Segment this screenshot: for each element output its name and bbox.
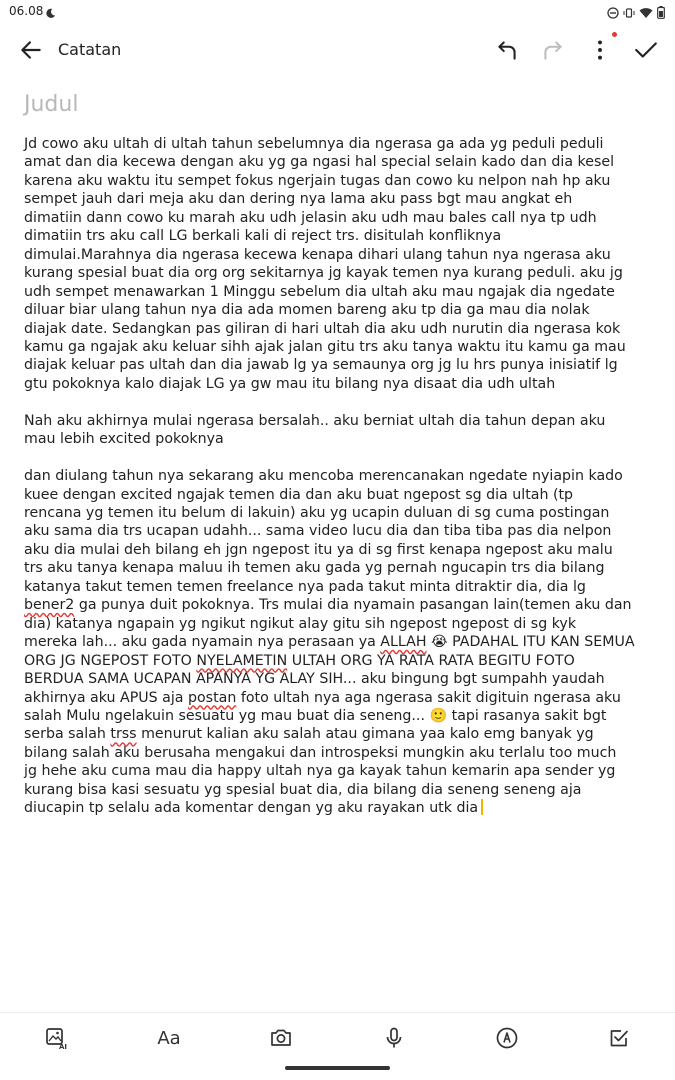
note-line: bilang salah aku berusaha mengakui dan introspeksi mungkin aku terlalu too much <box>24 744 617 761</box>
note-line: dia) katanya ngapain yg ngikut ngikut alay gitu sih ngepost ngepost di sg kyk <box>24 615 577 632</box>
redo-button[interactable] <box>540 37 566 63</box>
microphone-icon <box>382 1026 406 1050</box>
note-line: kuee dengan excited ngajak temen dia dan aku buat ngepost sg dia ultah (tp <box>24 486 574 503</box>
note-line <box>24 799 664 817</box>
status-time: 06.08 <box>9 4 44 18</box>
text-cursor <box>481 799 483 815</box>
pen-icon <box>495 1026 519 1050</box>
home-indicator <box>285 1066 390 1070</box>
ai-image-icon <box>44 1026 68 1050</box>
misspelled-word[interactable]: ALLAH <box>380 634 427 651</box>
note-line: bener2 ga punya duit pokoknya. Trs mulai dia nyamain pasangan lain(temen aku dan <box>24 597 632 614</box>
note-line: amat dan dia kecewa dengan aku yg ga ngasi hal special selain kado dan dia kesel <box>24 154 615 171</box>
svg-text:AI: AI <box>59 1043 68 1050</box>
note-body-editor[interactable] <box>24 135 664 818</box>
bottom-toolbar <box>0 1012 675 1065</box>
blank-line <box>24 393 664 411</box>
status-bar <box>0 0 675 24</box>
note-line: karena aku waktu itu sempet fokus ngerjain tugas dan cowo ku nelpon nah hp aku <box>24 172 611 189</box>
note-line: katanya takut temen temen freelance nya pada takut minta ditraktir dia, dia lg <box>24 578 586 595</box>
note-line: mau lebih excited pokoknya <box>24 431 224 448</box>
note-line: kurang bisa kasi sesuatu yg spesial buat dia, dia bilang dia seneng seneng aja <box>24 781 582 798</box>
app-bar <box>0 28 675 72</box>
note-line: dan diulang tahun nya sekarang aku mencoba merencanakan ngedate nyiapin kado <box>24 468 623 485</box>
battery-icon <box>657 4 665 23</box>
wifi-icon <box>639 4 653 23</box>
camera-icon <box>269 1026 293 1050</box>
note-line-text: diucapin tp selalu ada komentar dengan yg aku rayakan utk dia <box>24 800 479 817</box>
misspelled-word[interactable]: trss <box>110 726 137 743</box>
note-line: dimulai.Marahnya dia ngerasa kecewa kenapa dihari ulang tahun nya ngerasa aku <box>24 246 611 263</box>
note-line: diluar biar ulang tahun nya dia ada momen bareng aku tp dia ga mau dia nolak <box>24 302 590 319</box>
handwriting-button[interactable] <box>494 1025 520 1051</box>
note-line: serba salah trss menurut kalian aku salah atau gimana yaa kalo emg banyak yg <box>24 726 594 743</box>
ai-image-button[interactable] <box>43 1025 69 1051</box>
page-title: Catatan <box>58 40 122 59</box>
more-options-button[interactable] <box>587 37 613 63</box>
vibrate-icon <box>623 4 635 23</box>
voice-record-button[interactable] <box>381 1025 407 1051</box>
checklist-button[interactable] <box>606 1025 632 1051</box>
misspelled-word[interactable]: postan <box>188 689 237 706</box>
misspelled-word[interactable]: bener2 <box>24 597 75 614</box>
note-line: akhirnya aku APUS aja postan foto ultah nya aga ngerasa sakit digituin ngerasa aku <box>24 689 621 706</box>
note-line: jg hehe aku cuma mau dia happy ultah nya ga kayak tahun kemarin apa sender yg <box>24 763 616 780</box>
checkbox-icon <box>607 1026 631 1050</box>
undo-button[interactable] <box>494 37 520 63</box>
notification-dot <box>612 32 617 37</box>
note-line: diajak date. Sedangkan pas giliran di hari ultah dia aku udh nurutin dia ngerasa kok <box>24 320 621 337</box>
note-line: dimatiin dann cowo ku marah aku udh jelasin aku udh mau bales call nya tp udh <box>24 209 597 226</box>
note-line: aku sama dia trs ucapan udahh... sama video lucu dia dan tiba tiba pas dia nelpon <box>24 523 612 540</box>
note-line: trs aku tanya kenapa maluu ih temen aku gada yg pernah ngucapin trs dia bilang <box>24 560 605 577</box>
note-line: gtu pokoknya kalo diajak LG ya gw mau itu bilang nya disaat dia udh ultah <box>24 375 556 392</box>
blank-line <box>24 449 664 467</box>
note-line: rencana yg temen itu belum di lakuin) aku yg ucapin duluan di sg cuma postingan <box>24 505 610 522</box>
note-line: BERDUA SAMA UCAPAN APANYA YG ALAY SIH... aku bingung bgt sumpahh yaudah <box>24 671 605 688</box>
note-line: Jd cowo aku ultah di ultah tahun sebelumnya dia ngerasa ga ada yg peduli peduli <box>24 136 604 152</box>
note-line: kamu ga ngajak aku keluar sihh ajak jalan gitu trs aku tanya waktu itu kamu ga mau <box>24 338 626 355</box>
camera-button[interactable] <box>268 1025 294 1051</box>
note-line: sempet jauh dari meja aku dan dering nya lama aku pass bgt mau angkat eh <box>24 191 573 208</box>
misspelled-word[interactable]: NYELAMETIN <box>196 652 288 669</box>
note-title-input[interactable]: Judul <box>24 92 79 117</box>
moon-icon <box>45 4 56 23</box>
save-check-button[interactable] <box>633 37 659 63</box>
note-line: aku dia mulai deh bilang eh jgn ngepost itu ya di sg first kenapa ngepost aku malu <box>24 541 613 558</box>
note-line: Nah aku akhirnya mulai ngerasa bersalah.. aku berniat ultah dia tahun depan aku <box>24 412 606 429</box>
note-line: salah Mulu ngelakuin sesuatu yg mau buat dia seneng... 🙂 tapi rasanya sakit bgt <box>24 708 607 725</box>
do-not-disturb-icon <box>607 4 619 23</box>
note-line: ORG JG NGEPOST FOTO NYELAMETIN ULTAH ORG YA RATA RATA BEGITU FOTO <box>24 652 575 669</box>
note-line: mereka lah... aku gada nyamain nya perasaan ya ALLAH 😭 PADAHAL ITU KAN SEMUA <box>24 634 635 651</box>
note-line: udh sempet menawarkan 1 Minggu sebelum dia ultah aku mau ngajak dia ngedate <box>24 283 615 300</box>
back-button[interactable] <box>18 37 44 63</box>
note-line: kurang spesial buat dia org org sekitarnya jg kayak temen nya kurang peduli. aku jg <box>24 265 623 282</box>
note-line: dimatiin trs aku call LG berkali kali di reject trs. disitulah konfliknya <box>24 228 502 245</box>
note-line: diajak keluar pas ultah dan dia jawab lg ya semaunya org jg lu hrs punya inisiatif lg <box>24 357 618 374</box>
text-format-button[interactable]: Aa <box>157 1027 181 1049</box>
